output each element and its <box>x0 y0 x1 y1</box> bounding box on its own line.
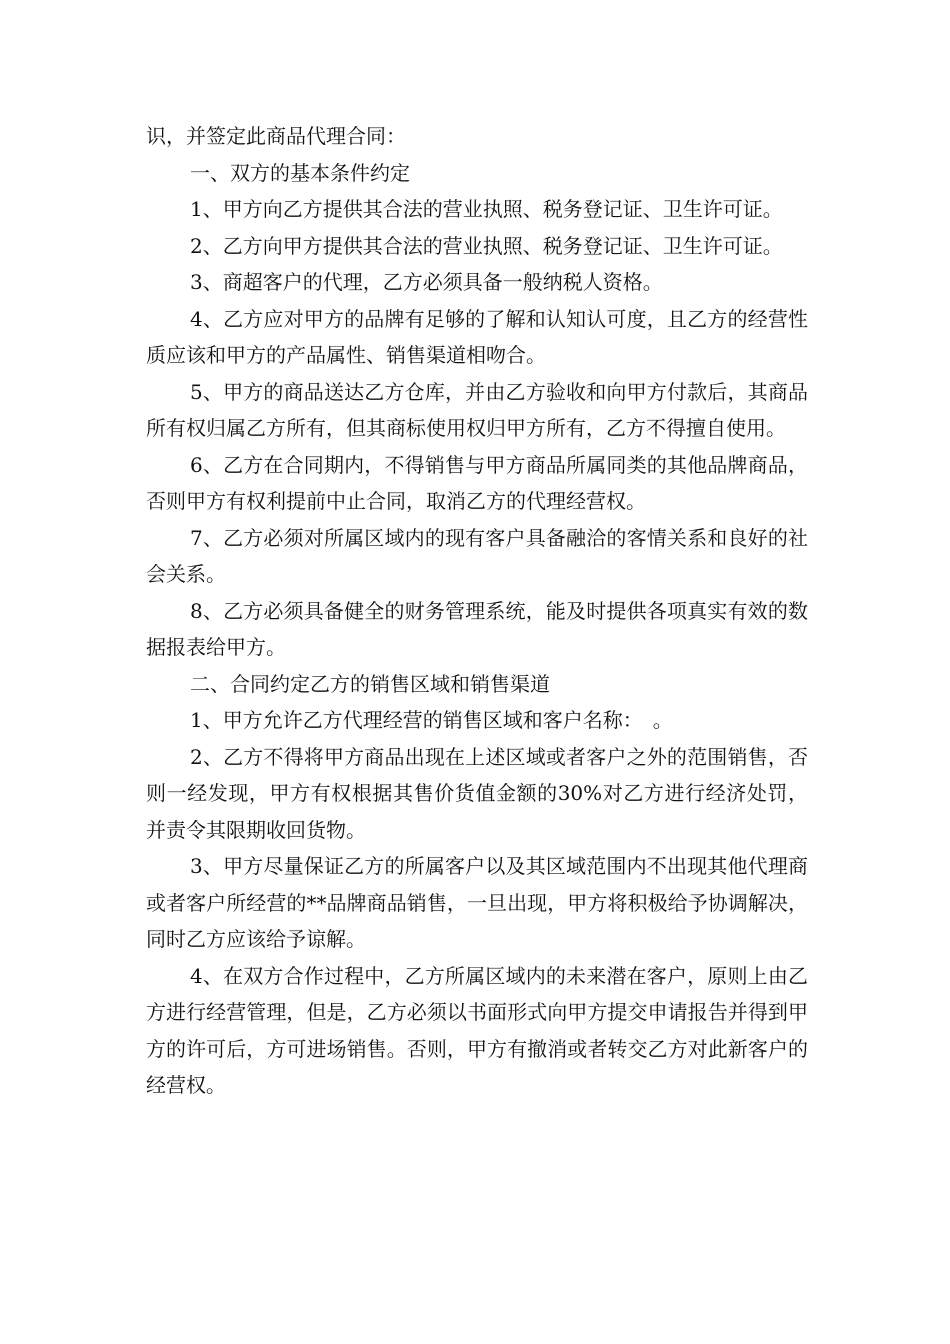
clause-2-2: 2、乙方不得将甲方商品出现在上述区域或者客户之外的范围销售，否则一经发现，甲方有权根据其售价货值金额的30%对乙方进行经济处罚，并责令其限期收回货物。 <box>146 744 808 842</box>
clause-2-3: 3、甲方尽量保证乙方的所属客户以及其区域范围内不出现其他代理商或者客户所经营的**品牌商品销售，一旦出现，甲方将积极给予协调解决，同时乙方应该给予谅解。 <box>146 854 808 951</box>
section-heading-2: 二、合同约定乙方的销售区域和销售渠道 <box>190 671 550 696</box>
clause-1-8: 8、乙方必须具备健全的财务管理系统，能及时提供各项真实有效的数据报表给甲方。 <box>146 598 808 659</box>
clause-1-7: 7、乙方必须对所属区域内的现有客户具备融洽的客情关系和良好的社会关系。 <box>146 525 808 586</box>
clause-1-2: 2、乙方向甲方提供其合法的营业执照、税务登记证、卫生许可证。 <box>190 233 783 258</box>
clause-2-1: 1、甲方允许乙方代理经营的销售区域和客户名称： 。 <box>190 708 673 732</box>
clause-2-4: 4、在双方合作过程中，乙方所属区域内的未来潜在客户，原则上由乙方进行经营管理，但是，乙方必须以书面形式向甲方提交申请报告并得到甲方的许可后，方可进场销售。否则，甲方有撤消或者转交乙方对此新客户的经营权。 <box>146 963 808 1097</box>
clause-1-5: 5、甲方的商品送达乙方仓库，并由乙方验收和向甲方付款后，其商品所有权归属乙方所有，但其商标使用权归甲方所有，乙方不得擅自使用。 <box>146 379 808 440</box>
section-heading-1: 一、双方的基本条件约定 <box>190 160 410 185</box>
document-body <box>146 118 808 1104</box>
clause-1-4: 4、乙方应对甲方的品牌有足够的了解和认知认可度，且乙方的经营性质应该和甲方的产品属性、销售渠道相吻合。 <box>146 306 808 367</box>
paragraph-continuation: 识，并签定此商品代理合同： <box>146 124 406 148</box>
clause-1-3: 3、商超客户的代理，乙方必须具备一般纳税人资格。 <box>190 270 663 294</box>
clause-1-6: 6、乙方在合同期内，不得销售与甲方商品所属同类的其他品牌商品，否则甲方有权利提前中止合同，取消乙方的代理经营权。 <box>146 452 808 513</box>
clause-1-1: 1、甲方向乙方提供其合法的营业执照、税务登记证、卫生许可证。 <box>190 197 783 221</box>
